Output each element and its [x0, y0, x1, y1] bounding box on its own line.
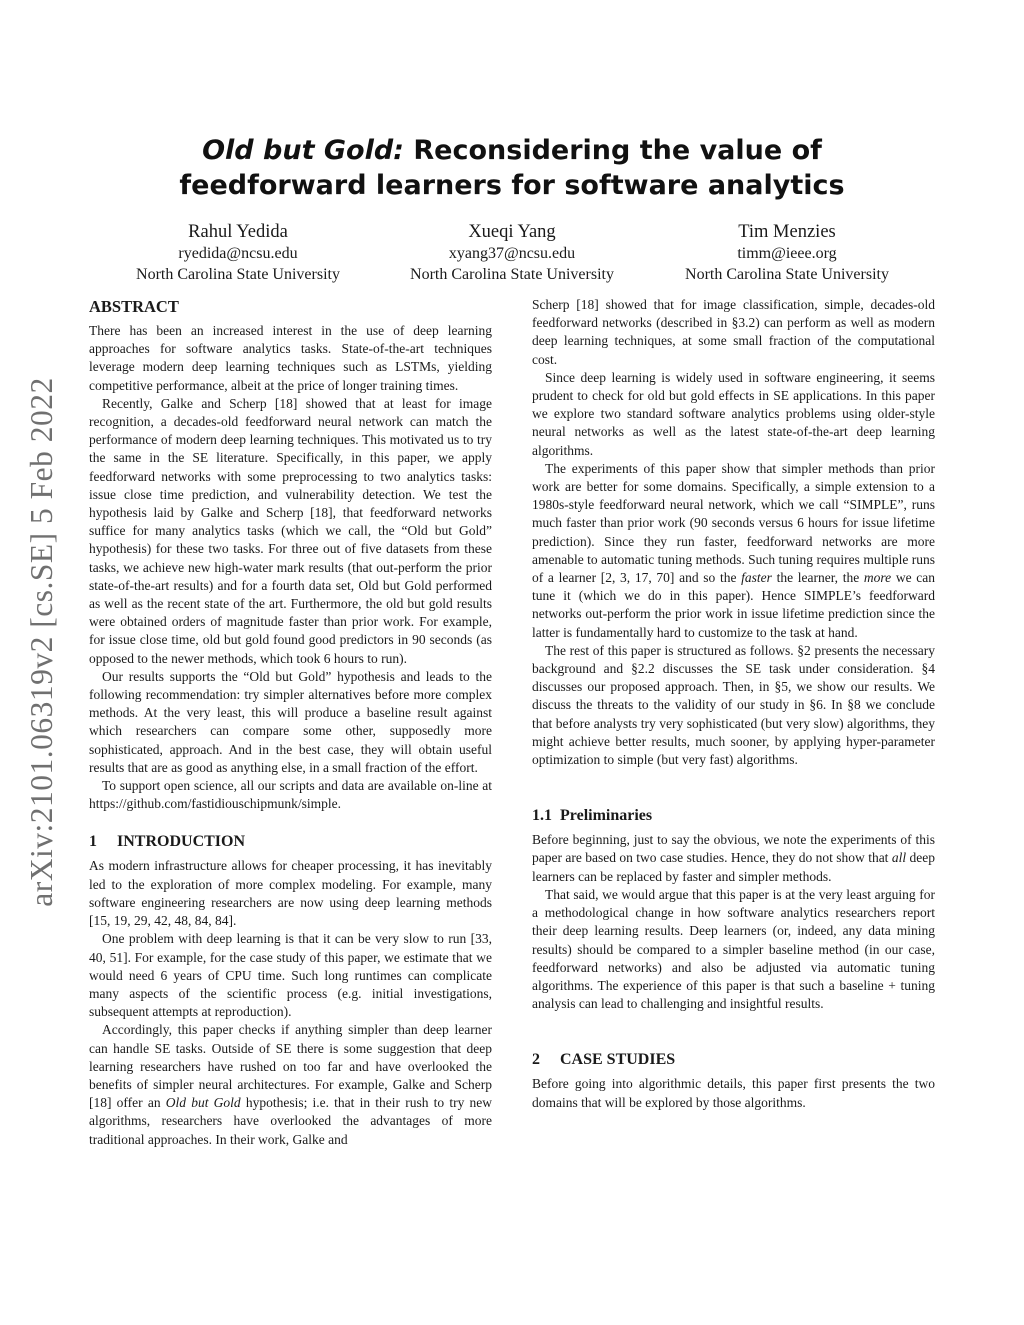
author-affiliation: North Carolina State University — [685, 265, 889, 283]
section-number: 2 — [532, 1051, 540, 1069]
intro-paragraph: Accordingly, this paper checks if anything simpler than deep learner can handle SE tasks. Outside of SE there is some suggestion that deep learning researchers have rushed on too far and have overlooked the benefits of simpler neural architectures. For example, Galke and Scherp [18] offer an Old but Gold hypothesis; i.e. that in their rush to try new algorithms, researchers have overlooked the advantages of more traditional approaches. In their work, Galke and — [89, 1022, 492, 1147]
emphasis-text: Old but Gold — [165, 1095, 241, 1111]
intro-paragraph: As modern infrastructure allows for cheaper processing, it has inevitably led to the exploration of more complex modeling. For example, many software engineering researchers are now using deep learning methods [15, 19, 29, 42, 48, 84, 84]. — [89, 858, 492, 929]
intro-paragraph: One problem with deep learning is that it can be very slow to run [33, 40, 51]. For example, for the case study of this paper, we estimate that we would need 6 years of CPU time. Such long runtimes can complicate many aspects of the scientific process (e.g. initial investigations, subsequent attempts at reproduction). — [89, 931, 492, 1020]
prelim-paragraph: That said, we would argue that this paper is at the very least arguing for a methodological change in how software analytics researchers report their deep learning results. Deep learners (or, indeed, any data mining results) should be compared to a simpler baseline method (in our case, feedforward networks) and also be adjusted via automatic tuning algorithms. The experience of this paper is that such a baseline + tuning analysis can lead to challenging and insightful results. — [532, 886, 935, 1012]
author-name: Rahul Yedida — [188, 222, 288, 242]
author-affiliation: North Carolina State University — [410, 265, 614, 283]
left-column — [89, 296, 492, 1149]
case-paragraph: Before going into algorithmic details, this paper first presents the two domains that will be explored by those algorithms. — [532, 1076, 935, 1110]
section-title: INTRODUCTION — [117, 833, 246, 851]
arxiv-stamp: arXiv:2101.06319v2 [cs.SE] 5 Feb 2022 — [24, 377, 59, 907]
section-number: 1.1 — [532, 807, 552, 825]
section-title: CASE STUDIES — [560, 1051, 676, 1069]
prelim-paragraph: Before beginning, just to say the obvious, we note the experiments of this paper are based on two case studies. Hence, they do not show that all deep learners can be replaced by faster and simpler methods. — [532, 832, 935, 884]
section-heading-preliminaries — [532, 805, 935, 827]
paper-title — [150, 133, 874, 203]
abstract-paragraph: To support open science, all our scripts and data are available on-line at https://github.com/fastidiouschipmunk/simple. — [89, 778, 492, 812]
author-1 — [88, 220, 388, 285]
author-email: timm@ieee.org — [737, 245, 837, 262]
author-email: xyang37@ncsu.edu — [448, 245, 576, 262]
intro-paragraph: Since deep learning is widely used in software engineering, it seems prudent to check for old but gold effects in SE applications. In this paper we explore two standard software analytics problems using older-style neural networks as well as the latest state-of-the-art deep learning algorithms. — [532, 369, 935, 458]
author-affiliation: North Carolina State University — [136, 265, 340, 283]
emphasis-text: faster — [741, 570, 772, 586]
author-email: ryedida@ncsu.edu — [178, 245, 298, 262]
author-name: Xueqi Yang — [468, 222, 556, 242]
section-title: Preliminaries — [560, 807, 653, 825]
intro-paragraph: The rest of this paper is structured as follows. §2 presents the necessary background and §2.2 discusses the SE task under consideration. §4 discusses our proposed approach. Then, in §5, we show our results. We discuss the threats to the validity of our study in §6. In §8 we conclude that before analysts try very sophisticated (but very slow) algorithms, they might achieve better results, much sooner, by applying hyper-parameter optimization to simple (but very fast) algorithms. — [532, 642, 935, 768]
section-heading-case-studies — [532, 1049, 935, 1071]
section-number: 1 — [89, 833, 97, 851]
title-line1-rest: Reconsidering the value of — [403, 135, 822, 166]
title-line2: feedforward learners for software analytics — [179, 170, 845, 201]
emphasis-text: all — [891, 850, 907, 866]
emphasis-text: more — [863, 570, 892, 586]
abstract-paragraph: Our results supports the “Old but Gold” hypothesis and leads to the following recommendation: try simpler alternatives before more complex methods. At the very least, this will produce a baseline result against which researchers can compare some other, supposedly more sophisticated, approach. And in the best case, they will obtain useful results that are as good as anything else, in a small fraction of the effort. — [89, 668, 492, 775]
abstract-paragraph: There has been an increased interest in the use of deep learning approaches for software analytics tasks. State-of-the-art techniques leverage modern deep learning techniques such as LSTMs, yielding competitive performance, albeit at the price of longer training times. — [89, 323, 492, 393]
author-name: Tim Menzies — [738, 222, 836, 242]
section-heading-introduction — [89, 831, 492, 853]
title-italic: Old but Gold: — [202, 135, 404, 166]
abstract-paragraph: Recently, Galke and Scherp [18] showed that at least for image recognition, a decades-old feedforward neural network can match the performance of modern deep learning techniques. This motivated us to try the same in the SE literature. Specifically, in this paper, we apply feedforward networks with some preprocessing to two analytics tasks: issue close time prediction, and vulnerability detection. We test the hypothesis laid by Galke and Scherp [18], that feedforward networks suffice for many analytics tasks (which we call, the “Old but Gold” hypothesis) for these two tasks. For three out of five datasets from these tasks, we achieve new high-water mark results (that out-perform the prior state-of-the-art results) and for a fourth data set, Old but Gold performed as well as the recent state of the art. Furthermore, the old but gold results were obtained orders of magnitude faster than prior work. For example, for issue close time, old but gold found good predictors in 90 seconds (as opposed to the newer methods, which took 6 hours to run). — [89, 395, 492, 666]
intro-paragraph: Scherp [18] showed that for image classification, simple, decades-old feedforward networks (described in §3.2) can perform as well as modern deep learning techniques, at some small fraction of the computational cost. — [532, 297, 935, 367]
author-3 — [637, 220, 937, 285]
abstract-heading: ABSTRACT — [89, 297, 179, 316]
intro-paragraph: The experiments of this paper show that simpler methods than prior work are better for some domains. Specifically, a simple extension to a 1980s-style feedforward neural network, which we call “SIMPLE”, runs much faster than prior work (90 seconds versus 6 hours for issue lifetime prediction). Since they run faster, feedforward networks are more amenable to automatic tuning methods. Such tuning requires multiple runs of a learner [2, 3, 17, 70] and so the faster the learner, the more we can tune it (which we do in this paper). Hence SIMPLE’s feedforward networks out-perform the prior work in issue lifetime prediction since the latter is fundamentally hard to customize to the task at hand. — [532, 460, 935, 640]
author-2 — [362, 220, 662, 285]
right-column — [532, 296, 935, 1112]
